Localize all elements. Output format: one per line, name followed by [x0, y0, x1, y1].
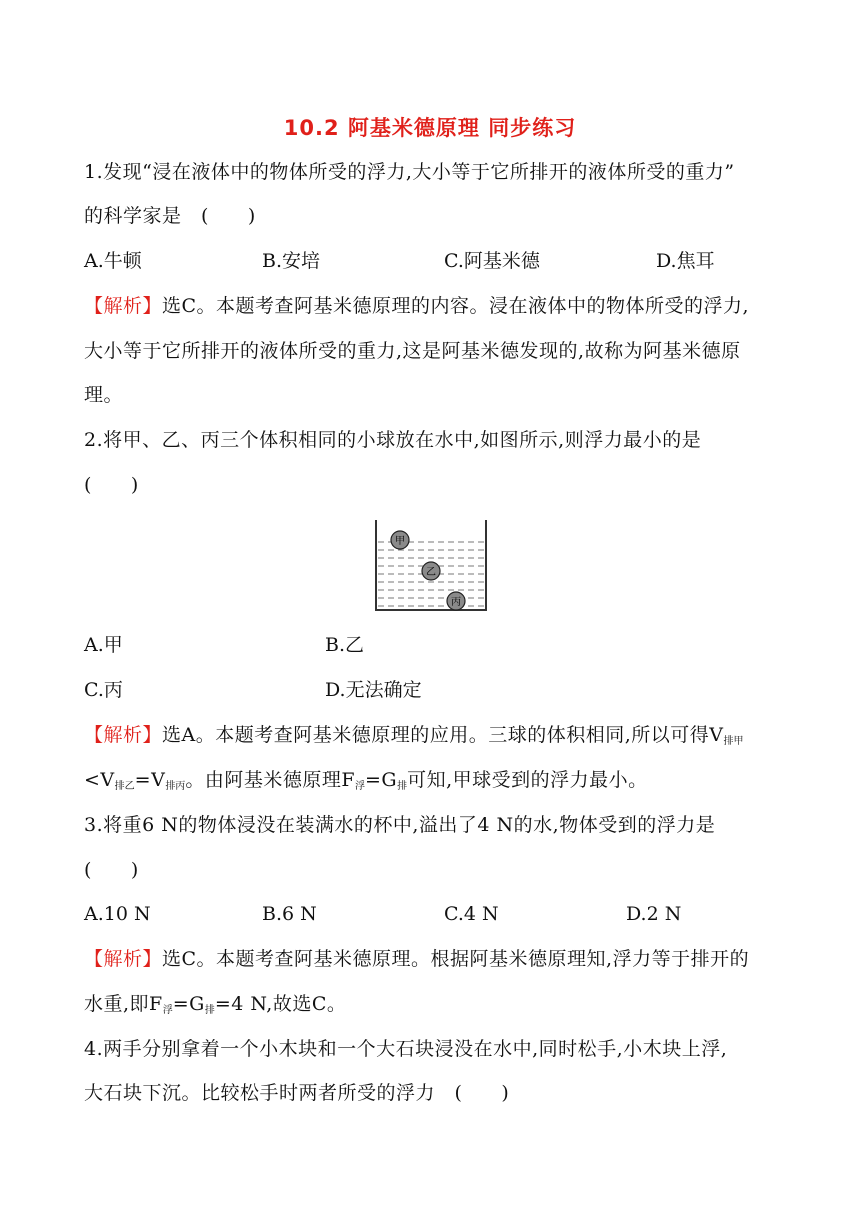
analysis-text: 水重,即F — [84, 993, 163, 1015]
q3-option-b: B.6 N — [262, 903, 317, 925]
analysis-text: =G — [365, 769, 398, 791]
ball-yi — [422, 562, 440, 580]
subscript: 排 — [204, 1005, 215, 1016]
analysis-tag: 【解析】 — [84, 724, 163, 746]
subscript: 浮 — [162, 1005, 173, 1016]
q3-option-a: A.10 N — [84, 903, 151, 925]
q4-stem-line1: 4.两手分别拿着一个小木块和一个大石块浸没在水中,同时松手,小木块上浮, — [84, 1038, 728, 1060]
analysis-text: 选C。本题考查阿基米德原理的内容。浸在液体中的物体所受的浮力, — [162, 295, 750, 317]
q4-stem-line2: 大石块下沉。比较松手时两者所受的浮力 ( ) — [84, 1082, 510, 1104]
subscript: 排甲 — [723, 736, 744, 747]
q1-analysis-line3: 理。 — [84, 384, 124, 406]
q3-option-c: C.4 N — [444, 903, 499, 925]
subscript: 浮 — [355, 781, 365, 792]
q3-option-d: D.2 N — [626, 903, 682, 925]
analysis-text: 可知,甲球受到的浮力最小。 — [407, 769, 648, 791]
ball-jia — [391, 531, 409, 549]
q1-option-b: B.安培 — [262, 250, 321, 272]
q3-analysis-line2 — [84, 991, 784, 1024]
q1-stem-line1: 1.发现“浸在液体中的物体所受的浮力,大小等于它所排开的液体所受的重力” — [84, 161, 735, 183]
q2-option-b: B.乙 — [325, 634, 365, 656]
q1-option-d: D.焦耳 — [656, 250, 715, 272]
q1-analysis-line1 — [84, 293, 784, 319]
ball-bing-label: 丙 — [451, 597, 461, 608]
analysis-text: =G — [172, 993, 205, 1015]
analysis-text: 。由阿基米德原理F — [185, 769, 355, 791]
q2-stem-line1: 2.将甲、乙、丙三个体积相同的小球放在水中,如图所示,则浮力最小的是 — [84, 429, 702, 451]
analysis-text: 选A。本题考查阿基米德原理的应用。三球的体积相同,所以可得V — [162, 724, 724, 746]
q3-analysis-line1 — [84, 946, 784, 972]
q1-option-a: A.牛顿 — [84, 250, 142, 272]
q3-stem-line2: ( ) — [84, 859, 139, 881]
page-title: 10.2 阿基米德原理 同步练习 — [283, 116, 577, 140]
analysis-text: =V — [134, 769, 166, 791]
analysis-text: =4 N,故选C。 — [214, 993, 347, 1015]
q2-stem-line2: ( ) — [84, 474, 139, 496]
analysis-tag: 【解析】 — [84, 948, 163, 970]
q1-analysis-line2: 大小等于它所排开的液体所受的重力,这是阿基米德发现的,故称为阿基米德原 — [84, 340, 741, 362]
q2-analysis-line2 — [84, 767, 784, 800]
q2-option-a: A.甲 — [84, 634, 123, 656]
q1-stem-line2: 的科学家是 ( ) — [84, 205, 256, 227]
q2-analysis-line1 — [84, 722, 784, 755]
analysis-text: <V — [84, 769, 115, 791]
ball-jia-label: 甲 — [395, 536, 405, 547]
q3-stem-line1: 3.将重6 N的物体浸没在装满水的杯中,溢出了4 N的水,物体受到的浮力是 — [84, 814, 716, 836]
subscript: 排 — [397, 781, 408, 792]
q1-option-c: C.阿基米德 — [444, 250, 540, 272]
q2-option-c: C.丙 — [84, 679, 123, 701]
subscript: 排丙 — [165, 781, 186, 792]
analysis-tag: 【解析】 — [84, 295, 163, 317]
subscript: 排乙 — [114, 781, 135, 792]
beaker-figure — [370, 518, 494, 614]
analysis-text: 选C。本题考查阿基米德原理。根据阿基米德原理知,浮力等于排开的 — [162, 948, 750, 970]
ball-bing — [447, 592, 465, 610]
q2-option-d: D.无法确定 — [325, 679, 422, 701]
ball-yi-label: 乙 — [426, 567, 436, 578]
